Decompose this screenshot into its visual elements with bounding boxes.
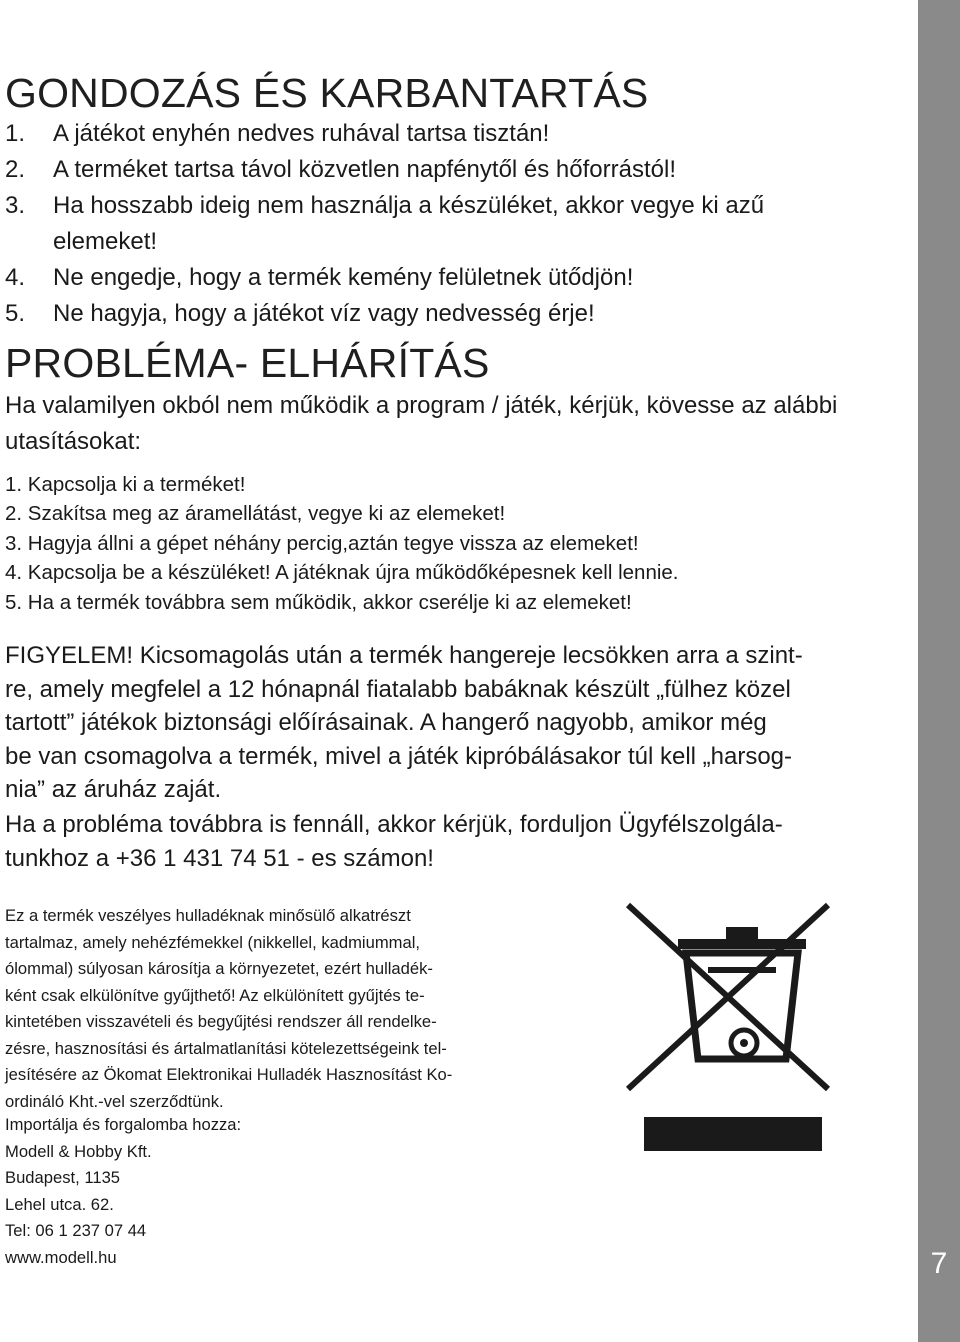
disposal-line: kintetében visszavételi és begyűjtési rendszer áll rendelke- xyxy=(5,1012,437,1031)
disposal-line: Ez a termék veszélyes hulladéknak minősülő alkatrészt xyxy=(5,906,411,925)
importer-website: www.modell.hu xyxy=(5,1247,117,1267)
disposal-line: ólommal) súlyosan károsítja a környezetet, ezért hulladék- xyxy=(5,959,433,978)
importer-phone: Tel: 06 1 237 07 44 xyxy=(5,1221,147,1240)
warning-line: re, amely megfelel a 12 hónapnál fiatalabb babáknak készült „fülhez közel xyxy=(5,675,791,703)
side-band xyxy=(918,0,960,1342)
care-item-text: Ne hagyja, hogy a játékot víz vagy nedvesség érje! xyxy=(53,300,595,327)
care-item-text: Ne engedje, hogy a termék kemény felületnek ütődjön! xyxy=(53,264,634,291)
care-item-number: 4. xyxy=(5,264,26,291)
care-item-number: 5. xyxy=(5,300,26,327)
disposal-line: jesítésére az Ökomat Elektronikai Hulladék Hasznosítást Ko- xyxy=(5,1065,453,1084)
care-item xyxy=(5,116,910,152)
crossed-out-wheeled-bin-icon xyxy=(622,901,862,1151)
care-item xyxy=(5,260,910,296)
step-item: 4. Kapcsolja be a készüléket! A játéknak újra működőképesnek kell lennie. xyxy=(5,561,679,585)
warning-line: tartott” játékok biztonsági előírásainak. A hangerő nagyobb, amikor még xyxy=(5,709,767,737)
importer-info xyxy=(5,1112,241,1271)
contact-paragraph xyxy=(5,808,910,875)
warning-line: nia” az áruház zaját. xyxy=(5,776,222,804)
care-item-text: A játékot enyhén nedves ruhával tartsa tisztán! xyxy=(53,120,550,147)
step-item: 3. Hagyja állni a gépet néhány percig,aztán tegye vissza az elemeket! xyxy=(5,531,639,555)
importer-company: Modell & Hobby Kft. xyxy=(5,1141,152,1161)
warning-paragraph xyxy=(5,639,905,807)
care-item xyxy=(5,188,910,260)
step-item: 1. Kapcsolja ki a terméket! xyxy=(5,473,246,496)
disposal-notice xyxy=(5,903,565,1115)
importer-city: Budapest, 1135 xyxy=(5,1168,121,1187)
step-item: 5. Ha a termék továbbra sem működik, akkor cserélje ki az elemeket! xyxy=(5,590,632,614)
troubleshooting-steps xyxy=(5,470,679,617)
troubleshooting-title: PROBLÉMA- ELHÁRÍTÁS xyxy=(5,340,490,386)
contact-line: Ha a probléma továbbra is fennáll, akkor kérjük, forduljon Ügyfélszolgála- xyxy=(5,811,783,838)
step-item: 2. Szakítsa meg az áramellátást, vegye ki az elemeket! xyxy=(5,502,506,526)
care-list xyxy=(5,116,910,332)
importer-line: Importálja és forgalomba hozza: xyxy=(5,1115,242,1134)
care-item-number: 2. xyxy=(5,156,26,183)
contact-line: tunkhoz a +36 1 431 74 51 - es számon! xyxy=(5,844,434,872)
care-item xyxy=(5,152,910,188)
disposal-line: ordináló Kht.-vel szerződtünk. xyxy=(5,1091,224,1111)
care-item-text: Ha hosszabb ideig nem használja a készüléket, akkor vegye ki azű elemeket! xyxy=(53,192,765,255)
page-number: 7 xyxy=(930,1247,948,1280)
disposal-line: tartalmaz, amely nehézfémekkel (nikkellel, kadmiummal, xyxy=(5,932,420,952)
care-item-number: 3. xyxy=(5,192,26,219)
disposal-line: zésre, hasznosítási és ártalmatlanítási kötelezettségeink tel- xyxy=(5,1038,447,1058)
importer-street: Lehel utca. 62. xyxy=(5,1194,114,1214)
warning-line: FIGYELEM! Kicsomagolás után a termék hangereje lecsökken arra a szint- xyxy=(5,642,803,669)
care-title: GONDOZÁS ÉS KARBANTARTÁS xyxy=(5,70,649,116)
warning-line: be van csomagolva a termék, mivel a játék kipróbálásakor túl kell „harsog- xyxy=(5,742,793,770)
care-item-text: A terméket tartsa távol közvetlen napfénytől és hőforrástól! xyxy=(53,156,676,183)
care-item xyxy=(5,296,910,332)
care-item-number: 1. xyxy=(5,120,26,147)
troubleshooting-intro: Ha valamilyen okból nem működik a program / játék, kérjük, kövesse az alábbi utasításokat: xyxy=(5,392,838,455)
disposal-line: ként csak elkülönítve gyűjthető! Az elkülönített gyűjtés te- xyxy=(5,985,425,1005)
